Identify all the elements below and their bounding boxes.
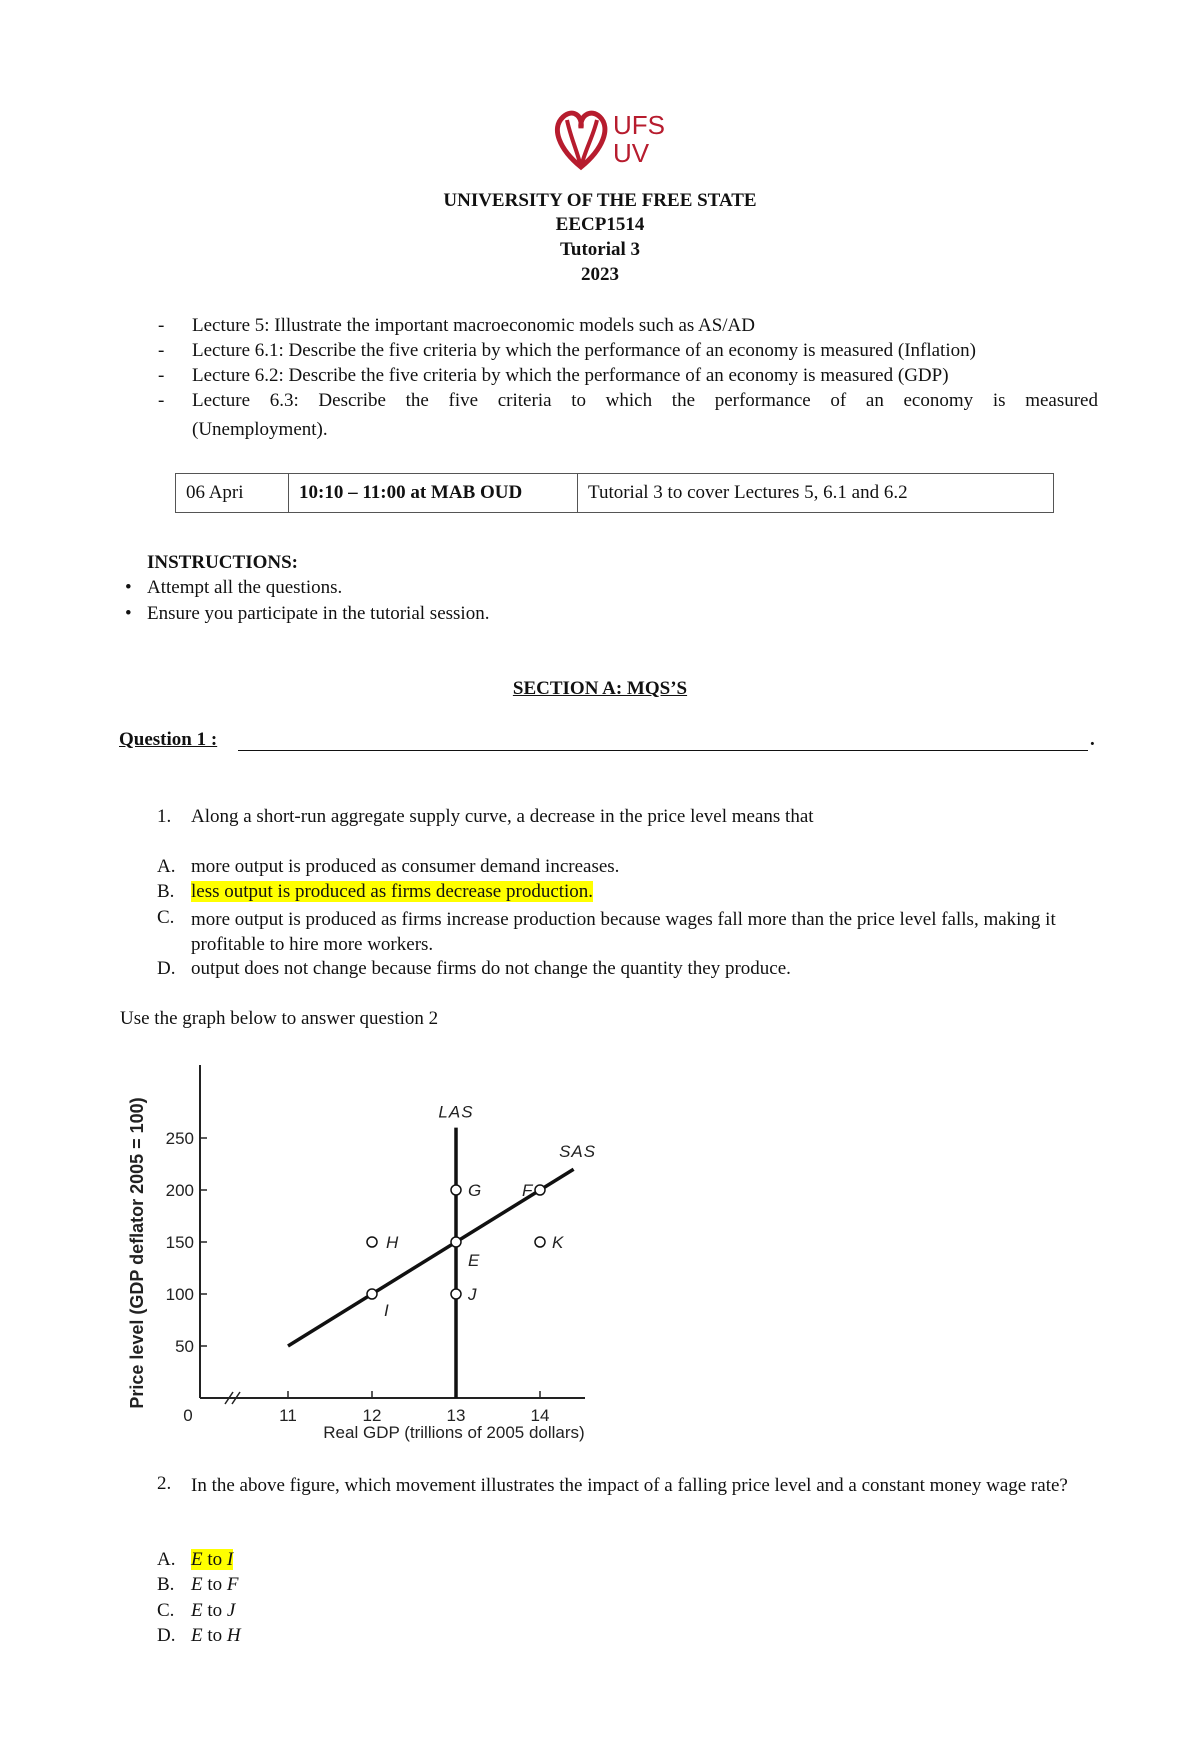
schedule-date: 06 Apri xyxy=(176,474,289,513)
chart-point-j xyxy=(451,1289,461,1299)
schedule-table xyxy=(175,473,1054,513)
chart-point-k xyxy=(535,1237,545,1247)
header-course: EECP1514 xyxy=(555,214,645,235)
instructions-title: INSTRUCTIONS: xyxy=(147,552,298,573)
ufs-logo-mark xyxy=(553,104,683,174)
question-underline xyxy=(238,750,1088,751)
chart-series-label: SAS xyxy=(559,1142,597,1162)
chart-x-tick-label: 0 xyxy=(183,1406,193,1425)
q2-text: In the above figure, which movement illustrates the impact of a falling price level and a constant money wage rate? xyxy=(191,1475,1068,1496)
chart-point-label: J xyxy=(468,1285,477,1304)
chart-point-label: K xyxy=(552,1233,564,1252)
chart-point-label: F xyxy=(522,1181,533,1200)
chart-point-label: E xyxy=(468,1251,480,1270)
q1-text: Along a short-run aggregate supply curve, a decrease in the price level means that xyxy=(191,806,814,827)
chart-y-tick-label: 50 xyxy=(175,1337,194,1356)
logo-text-ufs: UFS xyxy=(613,110,665,140)
question-label: Question 1 : xyxy=(119,729,218,750)
chart-y-label: Price level (GDP deflator 2005 = 100) xyxy=(127,1097,147,1409)
chart-x-tick-label: 13 xyxy=(446,1406,466,1425)
ufs-logo xyxy=(553,104,683,174)
as-chart xyxy=(120,1055,620,1450)
chart-point-g xyxy=(451,1185,461,1195)
chart-point-label: G xyxy=(468,1181,482,1200)
chart-x-tick-label: 11 xyxy=(279,1406,297,1425)
question-end: . xyxy=(1090,729,1095,750)
chart-point-f xyxy=(535,1185,545,1195)
chart-point-label: I xyxy=(384,1301,389,1320)
schedule-time: 10:10 – 11:00 at MAB OUD xyxy=(289,474,578,513)
header-year: 2023 xyxy=(581,264,619,285)
chart-series-label: LAS xyxy=(438,1102,474,1122)
chart-y-tick-label: 200 xyxy=(165,1181,194,1200)
lecture-item-continuation: (Unemployment). xyxy=(192,419,328,440)
schedule-cover: Tutorial 3 to cover Lectures 5, 6.1 and 6.2 xyxy=(578,474,1054,513)
chart-point-label: H xyxy=(386,1233,399,1252)
header-tutorial: Tutorial 3 xyxy=(559,239,641,260)
section-title: SECTION A: MQS’S xyxy=(512,678,688,699)
chart-x-tick-label: 14 xyxy=(530,1406,550,1425)
graph-intro: Use the graph below to answer question 2 xyxy=(120,1008,439,1029)
header-university: UNIVERSITY OF THE FREE STATE xyxy=(443,190,757,211)
chart-y-tick-label: 100 xyxy=(165,1285,194,1304)
chart-x-tick-label: 12 xyxy=(362,1406,382,1425)
chart-y-tick-label: 150 xyxy=(165,1233,194,1252)
chart-point-e xyxy=(451,1237,461,1247)
q2-number: 2. xyxy=(157,1473,172,1494)
chart-x-label: Real GDP (trillions of 2005 dollars) xyxy=(323,1423,585,1442)
q1-number: 1. xyxy=(157,806,172,827)
chart-y-tick-label: 250 xyxy=(165,1129,194,1148)
chart-point-h xyxy=(367,1237,377,1247)
chart-point-i xyxy=(367,1289,377,1299)
logo-text-uv: UV xyxy=(613,138,650,168)
